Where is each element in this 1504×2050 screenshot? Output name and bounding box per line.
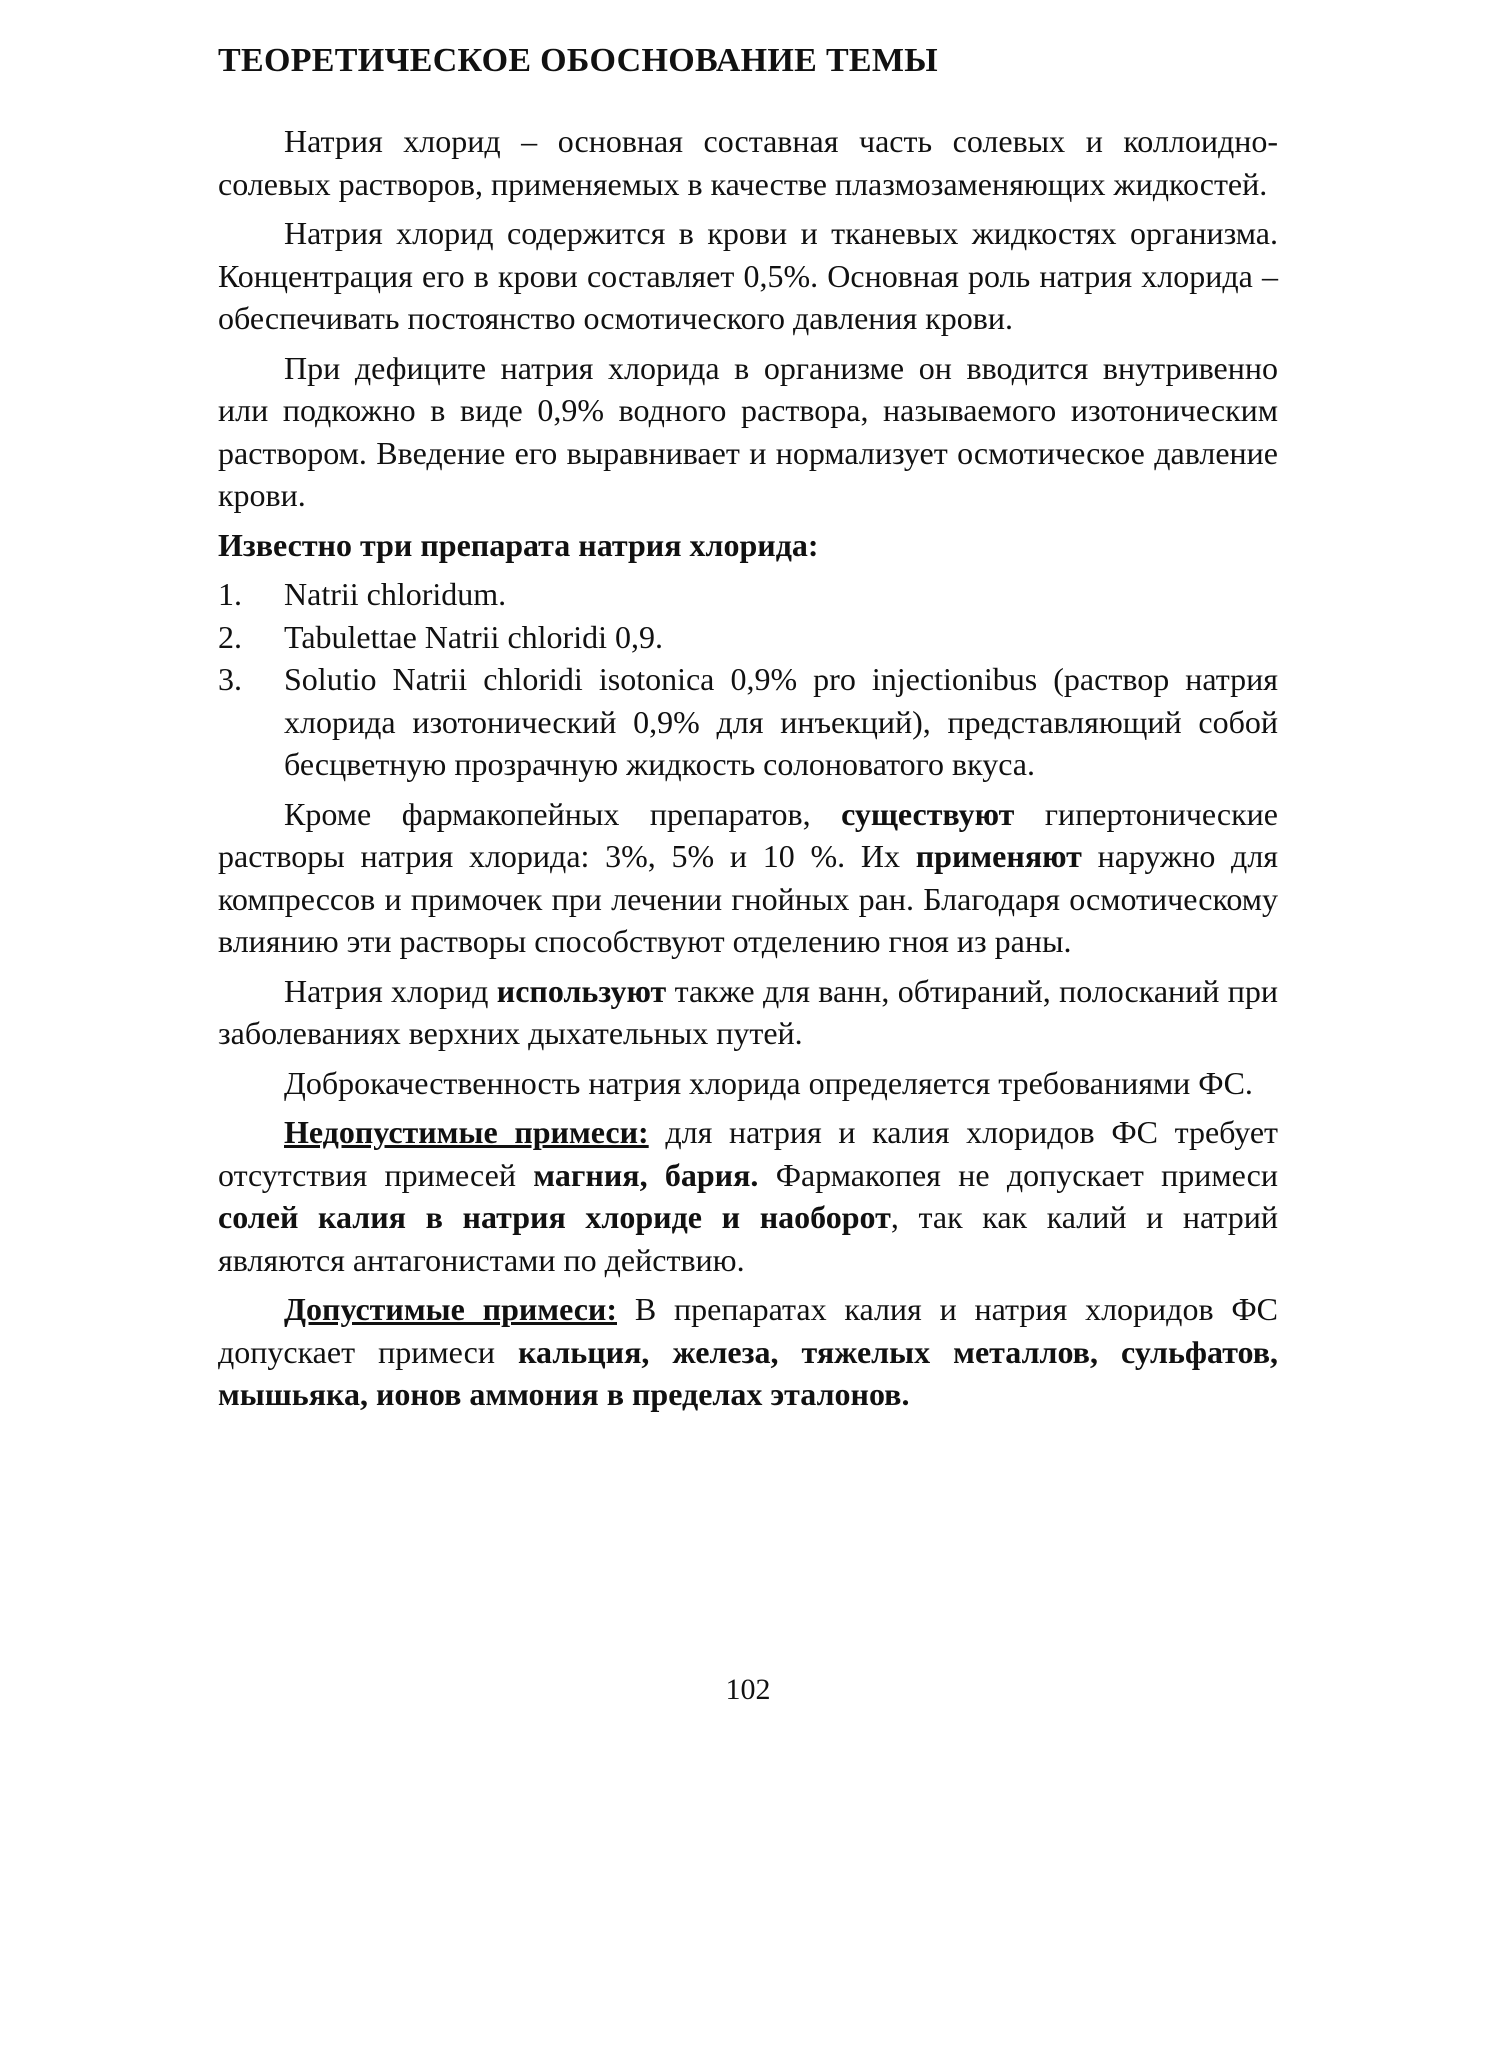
list-item-number: 3. [218, 661, 242, 697]
list-item [218, 573, 1278, 616]
text-run: наружно для компрессов и примочек при лечении гнойных ран. Благодаря осмотическому влиянию эти растворы способствуют отделению гноя из раны. [218, 838, 1279, 959]
list-item-number: 1. [218, 576, 242, 612]
bold-run: существуют [841, 795, 1015, 832]
text-run: , так как калий и натрий являются антагонистами по действию. [218, 1199, 1279, 1278]
paragraph-4 [218, 793, 1278, 963]
underlined-label: Недопустимые примеси: [284, 1114, 649, 1150]
page-number: 102 [725, 1673, 771, 1706]
preparations-list [218, 573, 1278, 786]
text-run: Кроме фармакопейных препаратов, [284, 795, 842, 832]
text-run: В препаратах калия и натрия хлоридов ФС допускает примеси [218, 1291, 1279, 1370]
list-item-text: Solutio Natrii chloridi isotonica 0,9% pro injectionibus (раствор натрия хлорида изотонический 0,9% для инъекций), представляющий собой бесцветную прозрачную жидкость солоноватого вкуса. [284, 661, 1278, 782]
document-body [218, 120, 1278, 1423]
text-run: Натрия хлорид [284, 972, 497, 1009]
list-item-number: 2. [218, 618, 242, 655]
list-item-text: Tabulettae Natrii chloridi 0,9. [284, 618, 663, 655]
list-item-text: Natrii chloridum. [284, 576, 507, 612]
text-run: гипертонические растворы натрия хлорида: 3%, 5% и 10 %. Их [218, 795, 1279, 874]
text-run: также для ванн, обтираний, полосканий при заболеваниях верхних дыхательных путей. [218, 972, 1279, 1051]
text-run: для натрия и калия хлоридов ФС требует отсутствия примесей [218, 1114, 1279, 1193]
preparations-heading-text: Известно три препарата натрия хлорида: [218, 526, 819, 563]
list-item [218, 616, 1278, 659]
paragraph-5 [218, 970, 1278, 1055]
paragraph-6: Доброкачественность натрия хлорида определяется требованиями ФС. [284, 1064, 1253, 1101]
bold-run: солей калия в натрия хлориде и наоборот [218, 1199, 891, 1235]
bold-run: применяют [915, 838, 1082, 874]
paragraph-1: Натрия хлорид – основная составная часть солевых и коллоидно-солевых растворов, применяемых в качестве плазмозаменяющих жидкостей. [218, 123, 1278, 202]
bold-run: используют [496, 972, 667, 1009]
preparations-heading [218, 524, 1278, 567]
underlined-label: Допустимые примеси: [284, 1291, 617, 1327]
paragraph-3: При дефиците натрия хлорида в организме он вводится внутривенно или подкожно в виде 0,9% водного раствора, называемого изотоническим раствором. Введение его выравнивает и нормализует осмотическое давление крови. [218, 349, 1278, 513]
list-item [218, 658, 1278, 786]
bold-run: магния, бария. [533, 1156, 759, 1193]
page-title: ТЕОРЕТИЧЕСКОЕ ОБОСНОВАНИЕ ТЕМЫ [218, 42, 938, 79]
bold-run: кальция, железа, тяжелых металлов, сульфатов, мышьяка, ионов аммония в пределах эталонов. [218, 1333, 1279, 1412]
text-run: Фармакопея не допускает примеси [758, 1156, 1279, 1193]
paragraph-2: Натрия хлорид содержится в крови и тканевых жидкостях организма. Концентрация его в крови составляет 0,5%. Основная роль натрия хлорида – обеспечивать постоянство осмотического давления крови. [218, 215, 1278, 336]
paragraph-8 [218, 1288, 1278, 1416]
paragraph-7 [218, 1111, 1278, 1281]
